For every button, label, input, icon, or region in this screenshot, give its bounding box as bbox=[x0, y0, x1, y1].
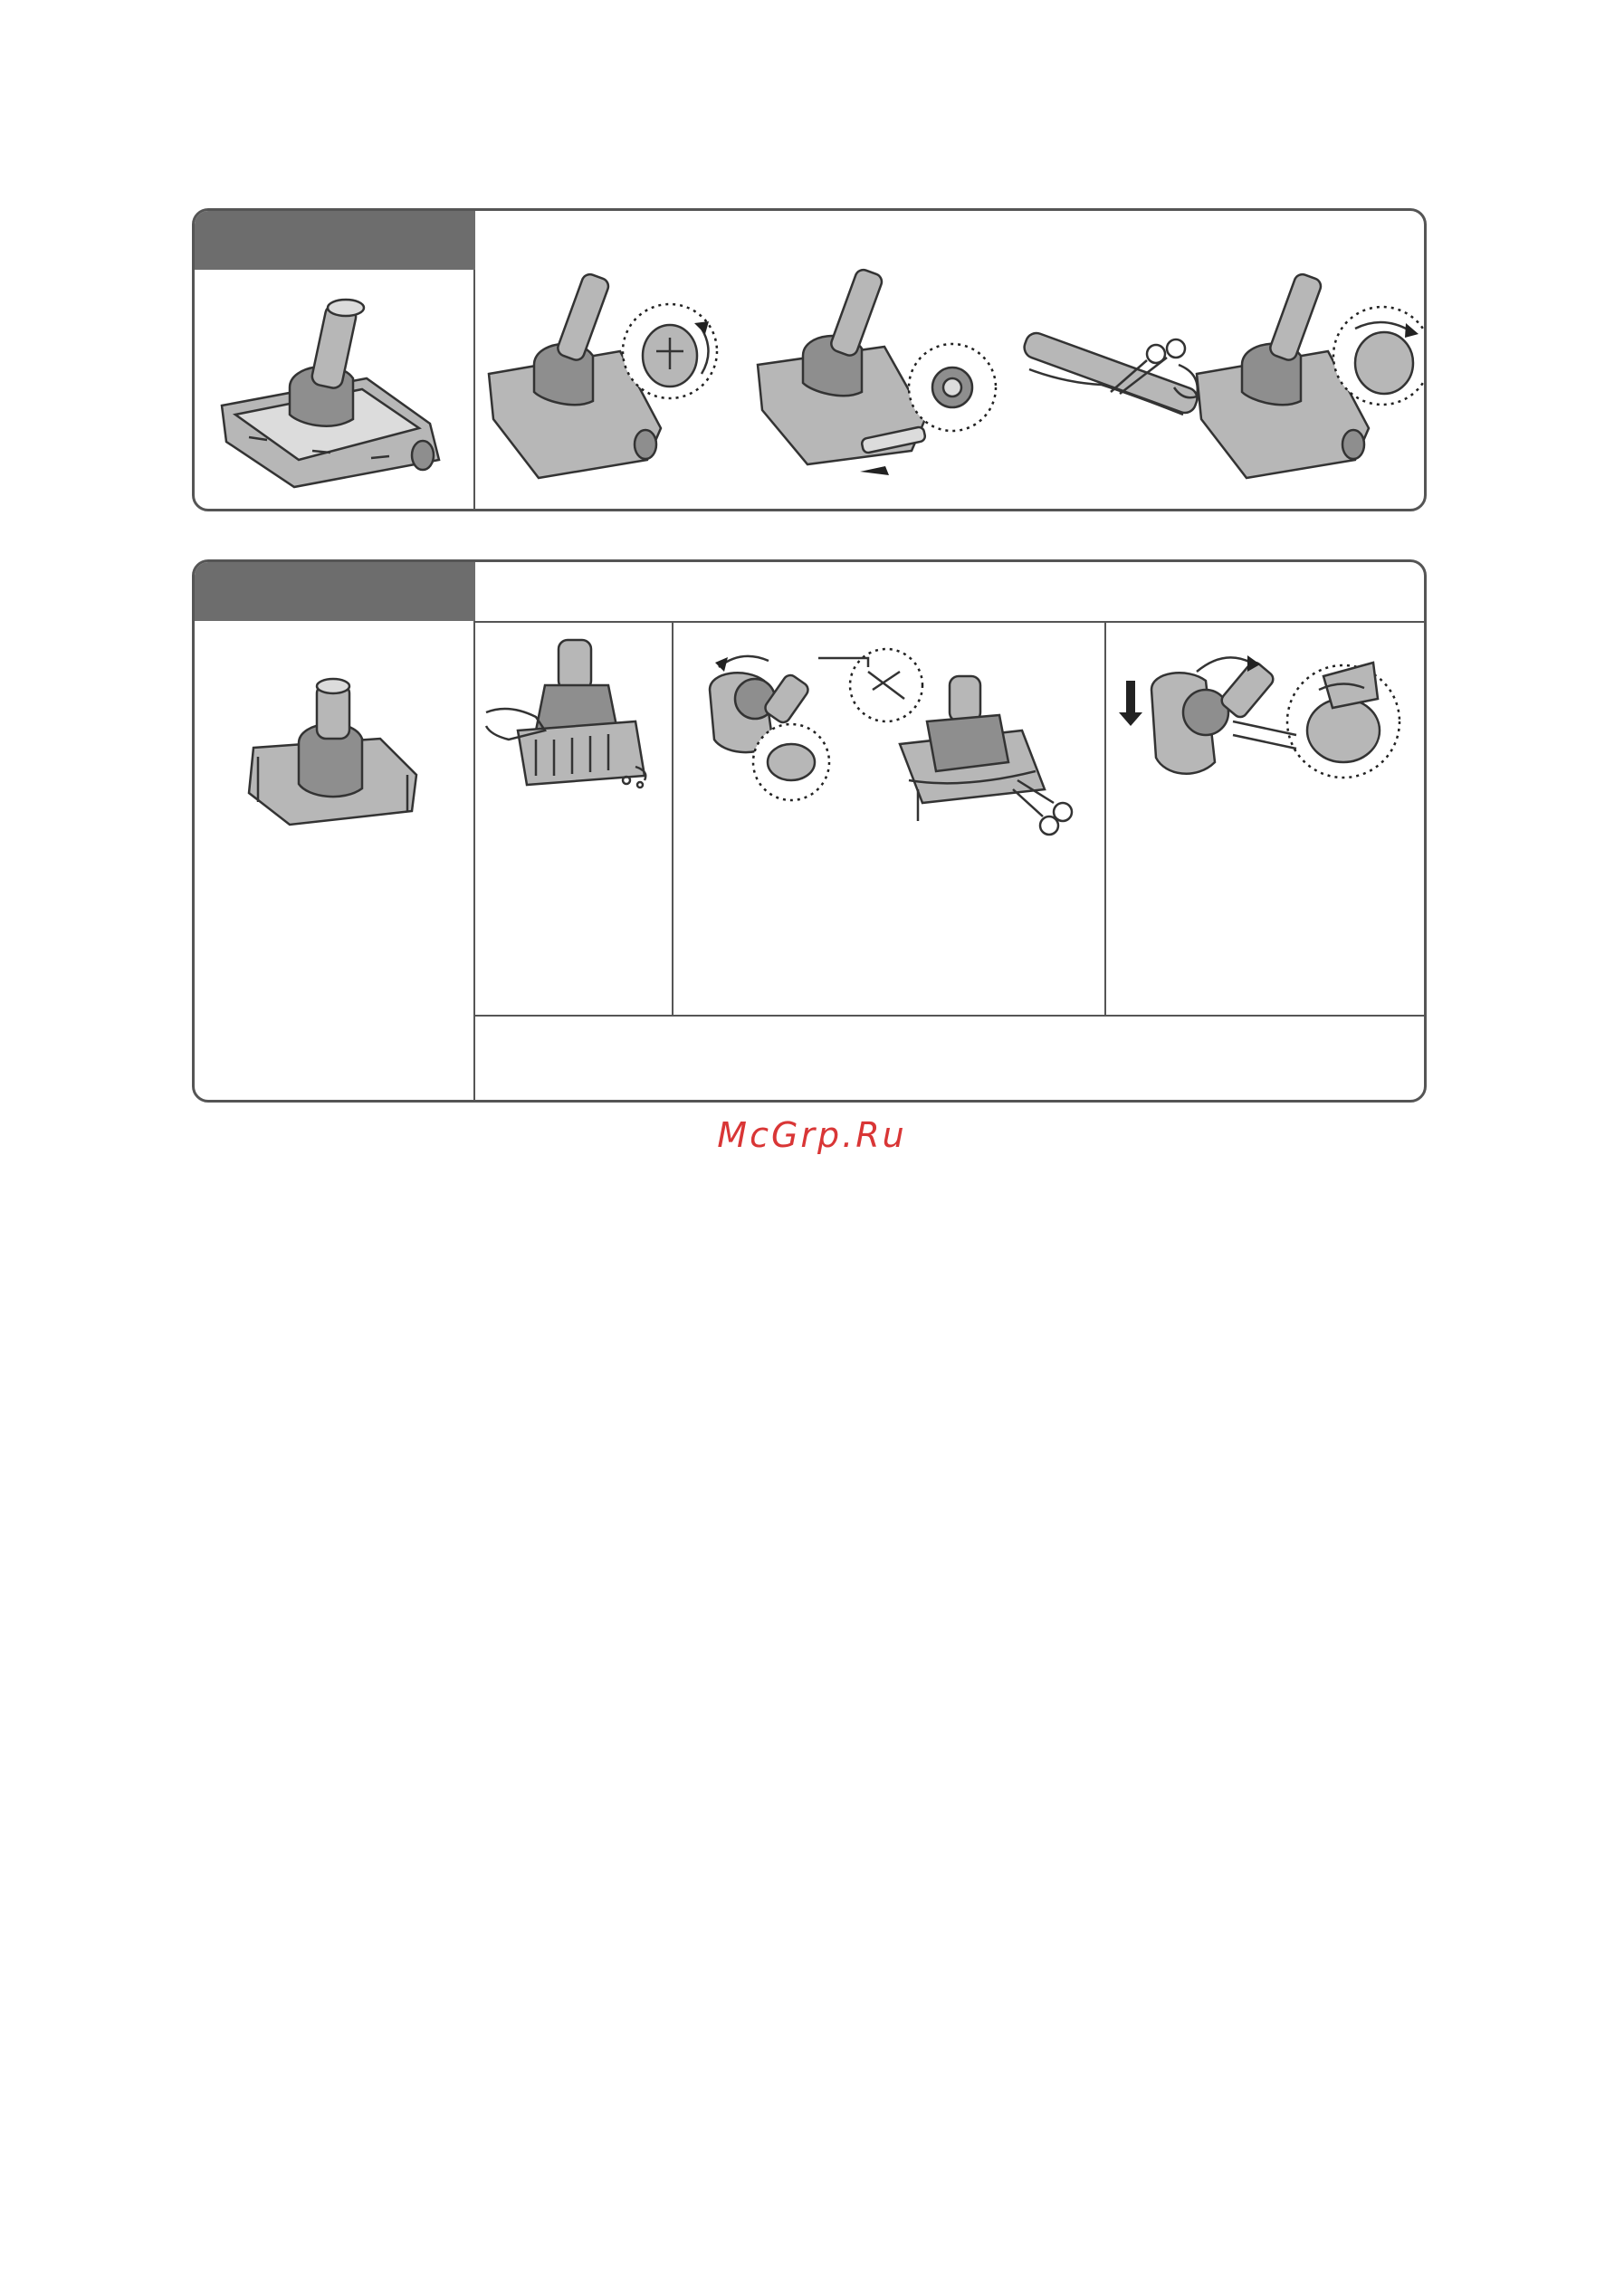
reassemble-illustration bbox=[1115, 635, 1423, 830]
floor-brush-panel bbox=[192, 208, 1427, 511]
turbo-brush-footer-text bbox=[484, 1024, 1417, 1092]
floor-brush-header bbox=[195, 211, 475, 270]
turbo-step-3 bbox=[1106, 622, 1424, 1015]
turbo-step-2 bbox=[673, 622, 1104, 1015]
open-cover-dial-illustration bbox=[484, 265, 720, 492]
turbo-step-3-caption bbox=[1115, 839, 1414, 1002]
pull-out-roller-illustration bbox=[753, 265, 998, 492]
turbo-brush-top-text bbox=[484, 573, 1417, 618]
open-and-cut-hair-illustration bbox=[692, 635, 1099, 857]
shake-out-dust-illustration bbox=[482, 631, 667, 803]
turbo-brush-sidebar bbox=[195, 562, 475, 1100]
floor-brush-steps bbox=[477, 211, 1424, 509]
turbo-step-1 bbox=[477, 622, 672, 1015]
close-cover-dial-illustration bbox=[1192, 265, 1427, 492]
floor-brush-sidebar bbox=[195, 211, 475, 509]
watermark: McGrp.Ru bbox=[717, 1115, 907, 1155]
cut-hair-with-scissors-illustration bbox=[1011, 329, 1219, 446]
turbo-brush-panel bbox=[192, 559, 1427, 1103]
floor-brush-illustration bbox=[213, 288, 457, 496]
turbo-brush-illustration bbox=[235, 675, 435, 856]
turbo-step-2-caption bbox=[692, 866, 1090, 1002]
turbo-brush-header bbox=[195, 562, 475, 621]
turbo-brush-bottom-divider bbox=[475, 1015, 1424, 1017]
turbo-step-1-caption bbox=[486, 812, 663, 1002]
